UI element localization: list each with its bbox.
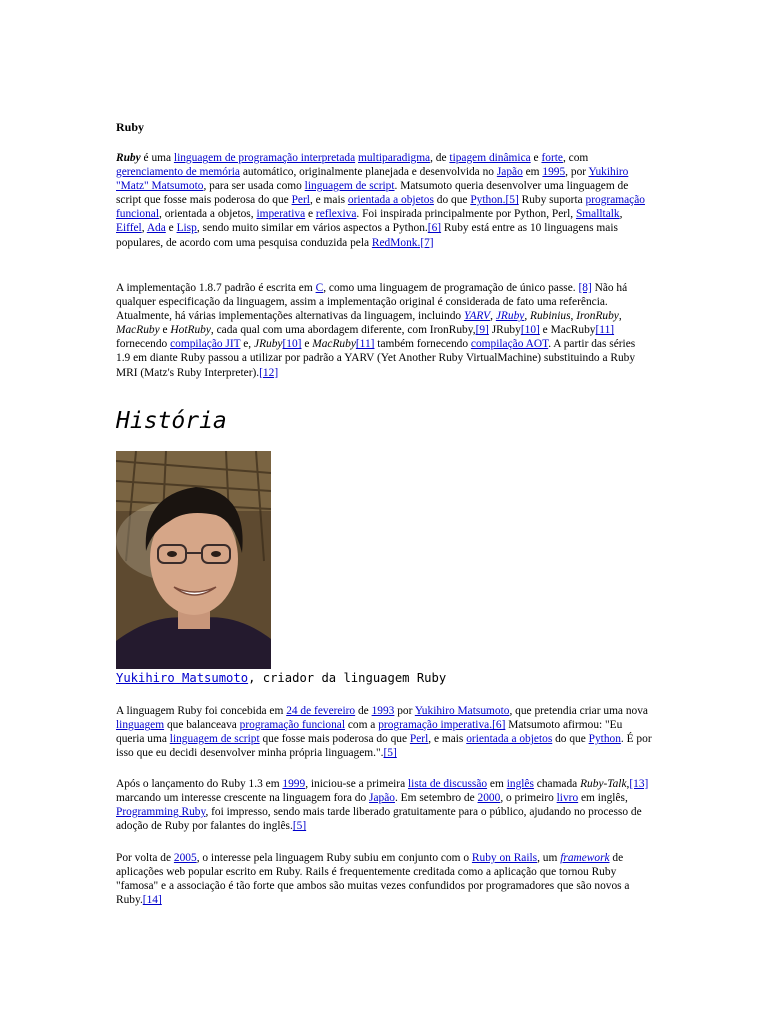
text: . É por isso que eu decidi desenvolver minha própria linguagem.".: [116, 733, 652, 760]
ref-9[interactable]: [9]: [475, 324, 489, 337]
text: e,: [240, 338, 255, 351]
page-title: Ruby: [116, 120, 145, 134]
link-tipagem-dinamica[interactable]: tipagem dinâmica: [449, 152, 531, 164]
ref-8[interactable]: [8]: [578, 282, 592, 294]
link-linguagem-script[interactable]: linguagem de script: [304, 180, 395, 193]
link-python[interactable]: Python: [470, 194, 503, 207]
link-2005[interactable]: 2005: [173, 852, 197, 864]
text: , cada qual com uma abordagem diferente, com IronRuby,: [210, 324, 476, 337]
link-1995[interactable]: 1995: [542, 166, 566, 179]
link-perl[interactable]: Perl: [291, 194, 310, 207]
text: ,: [619, 208, 623, 221]
ref-5[interactable]: [5]: [292, 820, 307, 833]
term-ruby-talk: Ruby-Talk: [580, 778, 627, 790]
text: ,: [524, 310, 531, 323]
text: fornecendo: [116, 338, 171, 351]
text: , por: [565, 166, 589, 179]
text: . Matsumoto queria desenvolver uma linguagem de script que fosse mais poderosa do que: [116, 180, 629, 207]
text: em: [487, 778, 507, 790]
text: e MacRuby: [539, 324, 596, 337]
link-forte[interactable]: forte: [541, 152, 563, 164]
link-redmonk[interactable]: RedMonk: [371, 236, 418, 249]
text: também fornecendo: [374, 338, 471, 351]
caption-text: , criador da linguagem Ruby: [248, 671, 447, 685]
text: JRuby: [488, 324, 521, 337]
text: ,: [570, 310, 577, 323]
text: que fosse mais poderosa do que: [259, 733, 410, 746]
term-hotruby: HotRuby: [170, 324, 211, 337]
photo-caption: [116, 671, 446, 685]
text: por: [394, 705, 415, 717]
ref-12[interactable]: [12]: [259, 366, 279, 379]
intro-paragraph: [116, 151, 652, 250]
link-compilacao-aot[interactable]: compilação AOT: [470, 338, 549, 351]
text: e: [159, 324, 171, 337]
link-jruby[interactable]: JRuby: [495, 310, 525, 323]
text: e: [305, 208, 316, 221]
history-paragraph-2: [116, 777, 652, 833]
link-compilacao-jit[interactable]: compilação JIT: [170, 338, 241, 351]
text: , o primeiro: [500, 792, 557, 805]
text: que balanceava: [164, 719, 240, 732]
text: e: [301, 338, 313, 351]
text: é uma: [140, 152, 174, 164]
text: , de: [430, 152, 450, 164]
text: chamada: [533, 778, 581, 790]
term-ruby: Ruby: [116, 152, 141, 164]
text: . Foi inspirada principalmente por Python, Perl,: [356, 208, 576, 221]
link-matsumoto[interactable]: Yukihiro Matsumoto: [414, 705, 510, 717]
link-python[interactable]: Python: [588, 733, 621, 746]
text: em inglês,: [578, 792, 628, 805]
text: automático, originalmente planejada e desenvolvida no: [239, 166, 497, 179]
link-linguagem-interpretada[interactable]: linguagem de programação interpretada: [173, 152, 356, 164]
text: , orientada a objetos,: [159, 208, 257, 221]
term-rubinius: Rubinius: [530, 310, 571, 323]
link-gerenciamento-memoria[interactable]: gerenciamento de memória: [116, 166, 240, 179]
link-eiffel[interactable]: Eiffel: [116, 222, 142, 235]
link-ingles[interactable]: inglês: [506, 778, 534, 790]
term-ironruby: IronRuby: [576, 310, 619, 323]
text: ,: [490, 310, 496, 323]
ref-13[interactable]: [13]: [629, 778, 649, 790]
text: do que: [433, 194, 471, 207]
ref-5[interactable]: [5]: [383, 747, 397, 760]
matsumoto-photo: [116, 451, 271, 669]
implementation-paragraph: [116, 281, 652, 380]
history-paragraph-3: [116, 851, 652, 907]
term-macruby: MacRuby: [116, 324, 160, 337]
text: Ruby suporta: [518, 194, 586, 207]
link-1999[interactable]: 1999: [282, 778, 306, 790]
ref-6[interactable]: [6]: [427, 222, 442, 235]
text: , e mais: [309, 194, 348, 207]
term-jruby: JRuby: [254, 338, 283, 351]
text: , para ser usada como: [203, 180, 305, 193]
ref-11[interactable]: [11]: [595, 324, 615, 337]
text: ,: [618, 310, 622, 323]
link-matsumoto-caption[interactable]: Yukihiro Matsumoto: [116, 671, 249, 685]
text: com a: [345, 719, 379, 732]
link-linguagem-script[interactable]: linguagem de script: [169, 733, 260, 746]
link-2000[interactable]: 2000: [477, 792, 501, 805]
text: . Em setembro de: [394, 792, 478, 805]
ref-10[interactable]: [10]: [520, 324, 540, 337]
text: , foi impresso, sendo mais tarde liberado gratuitamente para o público, ajudando no processo de adoção de Ruby por falantes do inglês.: [116, 806, 642, 833]
text: , iniciou-se a primeira: [305, 778, 408, 790]
link-programming-ruby[interactable]: Programming Ruby: [116, 806, 206, 819]
link-1993[interactable]: 1993: [371, 705, 395, 717]
link-yarv[interactable]: YARV: [463, 310, 491, 323]
text: , sendo muito similar em vários aspectos a Python.: [196, 222, 428, 235]
text: marcando um interesse crescente na linguagem fora do: [116, 792, 370, 805]
link-matz[interactable]: Yukihiro "Matz" Matsumoto: [116, 166, 629, 193]
text: . A partir das séries 1.9 em diante Ruby passou a utilizar por padrão a YARV (Yet Another Ruby VirtualMachine) substituindo a Ruby MRI (Matz's Ruby Interpreter).: [116, 338, 636, 379]
link-multiparadigma[interactable]: multiparadigma: [357, 152, 431, 164]
link-lista-discussao[interactable]: lista de discussão: [407, 778, 488, 790]
text: , que pretendia criar uma nova: [509, 705, 648, 717]
text: , como uma linguagem de programação de único passe.: [323, 282, 579, 294]
text: do que: [552, 733, 589, 746]
text: ,: [626, 778, 630, 790]
link-smalltalk[interactable]: Smalltalk: [575, 208, 620, 221]
text: Matsumoto afirmou: "Eu queria uma: [116, 719, 623, 746]
link-lisp[interactable]: Lisp: [176, 222, 197, 235]
ref-6[interactable]: .[6]: [489, 719, 506, 732]
text: ,: [141, 222, 147, 235]
link-imperativa[interactable]: imperativa: [256, 208, 306, 221]
link-orientada-objetos[interactable]: orientada a objetos: [347, 194, 434, 207]
link-ada[interactable]: Ada: [146, 222, 166, 235]
term-macruby: MacRuby: [312, 338, 356, 351]
link-programacao-funcional[interactable]: programação funcional: [116, 194, 645, 221]
link-24-fevereiro[interactable]: 24 de fevereiro: [286, 705, 356, 717]
link-ruby-on-rails[interactable]: Ruby on Rails: [471, 852, 538, 864]
link-linguagem[interactable]: linguagem: [116, 719, 165, 732]
text: , e mais: [428, 733, 467, 746]
text: A linguagem Ruby foi concebida em: [116, 705, 287, 717]
link-perl[interactable]: Perl: [409, 733, 429, 746]
link-japao[interactable]: Japão: [369, 792, 395, 805]
text: e: [530, 152, 542, 164]
text: Após o lançamento do Ruby 1.3 em: [116, 778, 283, 790]
text: , o interesse pela linguagem Ruby subiu em conjunto com o: [196, 852, 472, 864]
text: , com: [562, 152, 589, 164]
text: Por volta de: [116, 852, 174, 864]
ref-11[interactable]: [11]: [355, 338, 375, 351]
text: de: [355, 705, 372, 717]
ref-14[interactable]: [14]: [142, 894, 162, 907]
link-programacao-imperativa[interactable]: programação imperativa: [378, 719, 490, 732]
history-paragraph-1: [116, 704, 652, 760]
text: em: [522, 166, 543, 179]
ref-5[interactable]: .[5]: [502, 194, 519, 207]
link-orientada-objetos[interactable]: orientada a objetos: [466, 733, 553, 746]
link-japao[interactable]: Japão: [496, 166, 523, 179]
text: , um: [537, 852, 561, 864]
section-heading-historia: História: [116, 408, 227, 434]
link-c[interactable]: C: [315, 282, 324, 294]
ref-7[interactable]: .[7]: [417, 236, 434, 249]
ref-10[interactable]: [10]: [282, 338, 302, 351]
text: de aplicações web popular escrito em Ruby. Rails é frequentemente creditada como a aplicação que tornou Ruby "famosa" e a associação é tão forte que ambos são muitas vezes confundidos por programadores que são novos a Ruby.: [116, 852, 630, 907]
text: A implementação 1.8.7 padrão é escrita em: [116, 282, 316, 294]
link-livro[interactable]: livro: [556, 792, 579, 805]
text: Ruby está entre as 10 linguagens mais populares, de acordo com uma pesquisa conduzida pela: [116, 222, 618, 249]
text: e: [165, 222, 177, 235]
link-reflexiva[interactable]: reflexiva: [315, 208, 357, 221]
link-framework[interactable]: framework: [560, 852, 610, 864]
link-programacao-funcional[interactable]: programação funcional: [239, 719, 345, 732]
text: Não há qualquer especificação da linguagem, assim a implementação original é considerada de fato uma referência. Atualmente, há várias implementações alternativas da linguagem, incluindo: [116, 282, 628, 323]
